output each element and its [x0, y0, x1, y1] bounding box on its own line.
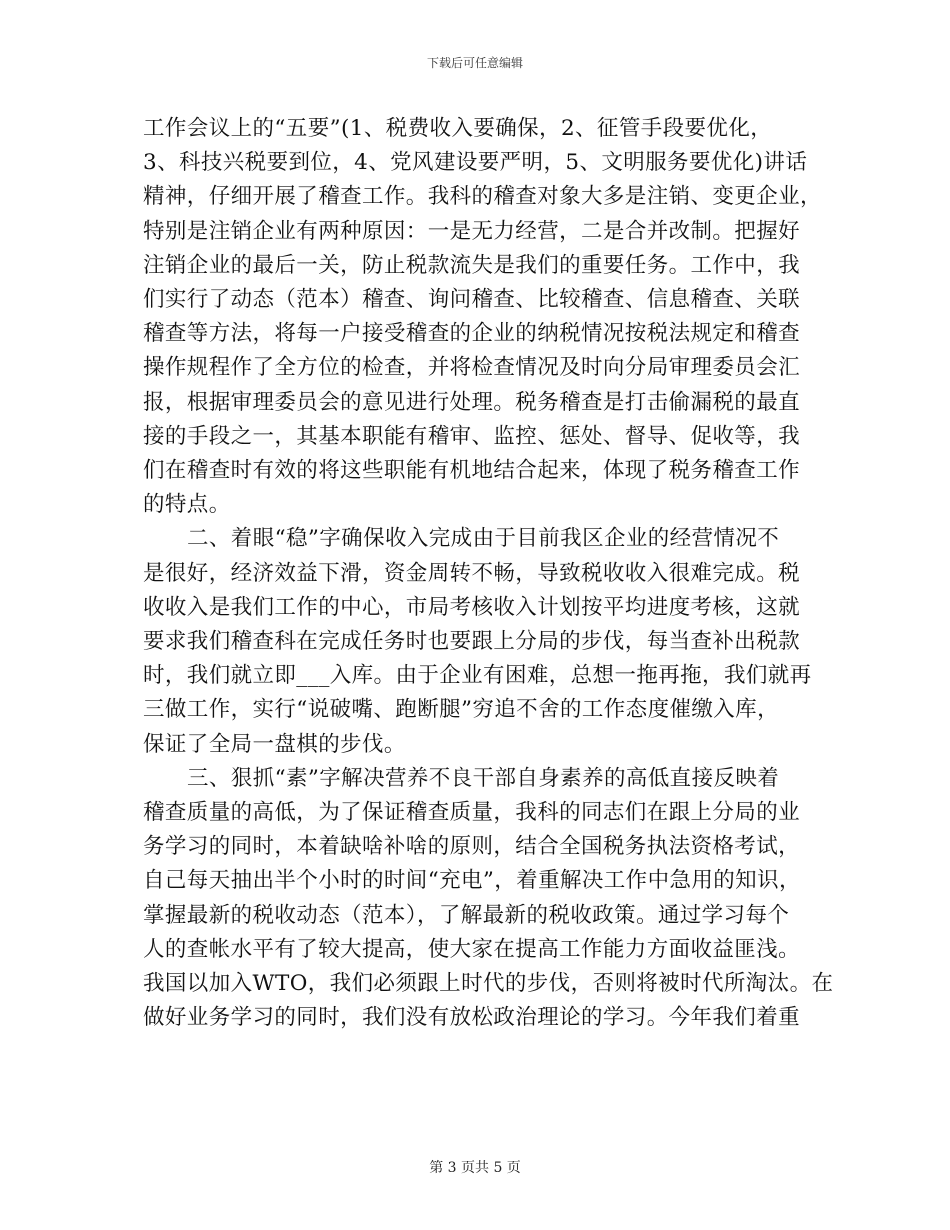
text-line: 收收入是我们工作的中心，市局考核收入计划按平均进度考核，这就	[143, 594, 801, 620]
text-line: 我国以加入WTO，我们必须跟上时代的步伐，否则将被时代所淘汰。在	[143, 971, 834, 997]
text-line: 们实行了动态（范本）稽查、询问稽查、比较稽查、信息稽查、关联	[143, 287, 801, 313]
text-line: 报，根据审理委员会的意见进行处理。税务稽查是打击偷漏税的最直	[143, 389, 801, 415]
text-line: 的特点。	[143, 492, 231, 518]
text-line: 掌握最新的税收动态（范本），了解最新的税收政策。通过学习每个	[143, 902, 790, 928]
text-line: 3、科技兴税要到位，4、党风建设要严明，5、文明服务要优化)讲话	[143, 150, 808, 176]
text-line: 特别是注销企业有两种原因：一是无力经营，二是合并改制。把握好	[143, 218, 801, 244]
section-heading-line: 二、着眼“稳”字确保收入完成由于目前我区企业的经营情况不	[187, 526, 780, 552]
section-heading-line: 三、狠抓“素”字解决营养不良干部自身素养的高低直接反映着	[187, 765, 780, 791]
text-line: 要求我们稽查科在完成任务时也要跟上分局的步伐，每当查补出税款	[143, 629, 801, 655]
text-line: 稽查质量的高低，为了保证稽查质量，我科的同志们在跟上分局的业	[143, 800, 801, 826]
text-line: 操作规程作了全方位的检查，并将检查情况及时向分局审理委员会汇	[143, 355, 801, 381]
page-header: 下载后可任意编辑	[426, 56, 523, 70]
text-line: 工作会议上的“五要”(1、税费收入要确保，2、征管手段要优化，	[143, 116, 773, 141]
text-line: 保证了全局一盘棋的步伐。	[143, 731, 406, 757]
text-line: 接的手段之一，其基本职能有稽审、监控、惩处、督导、促收等，我	[143, 423, 801, 449]
text-line: 做好业务学习的同时，我们没有放松政治理论的学习。今年我们着重	[143, 1005, 801, 1031]
text-line: 是很好，经济效益下滑，资金周转不畅，导致税收收入很难完成。税	[143, 560, 801, 586]
text-line: 务学习的同时，本着缺啥补啥的原则，结合全国税务执法资格考试，	[143, 834, 801, 860]
text-line: 时，我们就立即___入库。由于企业有困难，总想一拖再拖，我们就再	[143, 663, 812, 689]
text-line: 精神，仔细开展了稽查工作。我科的稽查对象大多是注销、变更企业，	[143, 184, 822, 210]
text-line: 稽查等方法，将每一户接受稽查的企业的纳税情况按税法规定和稽查	[143, 321, 801, 347]
text-line: 注销企业的最后一关，防止税款流失是我们的重要任务。工作中，我	[143, 252, 801, 278]
page-number-footer: 第 3 页共 5 页	[429, 1160, 521, 1176]
text-line: 自己每天抽出半个小时的时间“充电”，着重解决工作中急用的知识，	[143, 868, 801, 894]
text-line: 们在稽查时有效的将这些职能有机地结合起来，体现了税务稽查工作	[143, 458, 801, 484]
text-line: 三做工作，实行“说破嘴、跑断腿”穷追不舍的工作态度催缴入库，	[143, 697, 779, 723]
document-body	[143, 112, 834, 1035]
text-line: 人的查帐水平有了较大提高，使大家在提高工作能力方面收益匪浅。	[143, 936, 801, 962]
